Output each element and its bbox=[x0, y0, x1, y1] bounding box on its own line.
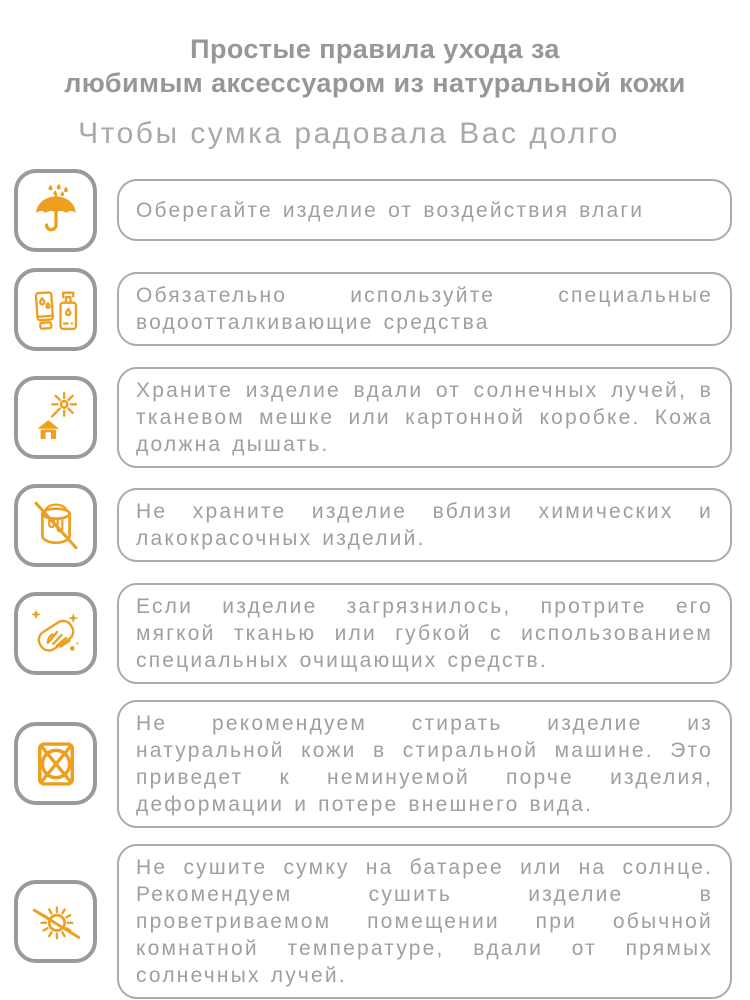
no-paint-bucket-icon bbox=[14, 484, 97, 567]
care-rule-text: Не сушите сумку на батарее или на солнце. Рекомендуем сушить изделие в проветриваемом помещении при обычной комнатной температуре, вдали от прямых солнечных лучей. bbox=[136, 855, 713, 987]
care-rule-text: Не рекомендуем стирать изделие из натуральной кожи в стиральной машине. Это приведет к неминуемой порче изделия, деформации и потере внешнего вида. bbox=[136, 711, 713, 816]
care-rule-row bbox=[14, 700, 732, 828]
cosmetic-products-icon bbox=[14, 268, 97, 351]
care-rule-text: Не храните изделие вблизи химических и лакокрасочных изделий. bbox=[136, 500, 713, 551]
no-machine-wash-icon bbox=[14, 722, 97, 805]
care-rule-text: Если изделие загрязнилось, протрите его мягкой тканью или губкой с использованием специальных очищающих средств. bbox=[136, 594, 713, 672]
care-rule-text-box bbox=[117, 367, 732, 468]
care-rules-list bbox=[14, 169, 732, 999]
care-rule-row bbox=[14, 844, 732, 999]
care-rule-text-box bbox=[117, 179, 732, 241]
care-rule-row bbox=[14, 484, 732, 567]
care-rule-row bbox=[14, 169, 732, 252]
title-line-2: любимым аксессуаром из натуральной кожи bbox=[64, 68, 686, 99]
wipe-with-cloth-icon bbox=[14, 592, 97, 675]
care-rule-text-box bbox=[117, 700, 732, 828]
care-rule-row bbox=[14, 367, 732, 468]
care-rule-text: Оберегайте изделие от воздействия влаги bbox=[136, 198, 645, 222]
care-rule-text-box bbox=[117, 844, 732, 999]
umbrella-rain-icon bbox=[14, 169, 97, 252]
page-title bbox=[20, 32, 730, 101]
page-subtitle: Чтобы сумка радовала Вас долго bbox=[78, 116, 620, 150]
care-rule-text: Храните изделие вдали от солнечных лучей, в тканевом мешке или картонной коробке. Кожа должна дышать. bbox=[136, 378, 713, 456]
care-rule-row bbox=[14, 583, 732, 684]
care-rule-text: Обязательно используйте специальные водоотталкивающие средства bbox=[136, 284, 713, 335]
care-rule-row bbox=[14, 268, 732, 351]
sun-and-house-icon bbox=[14, 376, 97, 459]
care-rule-text-box bbox=[117, 488, 732, 562]
no-sun-drying-icon bbox=[14, 880, 97, 963]
care-rule-text-box bbox=[117, 583, 732, 684]
care-rule-text-box bbox=[117, 272, 732, 346]
title-line-1: Простые правила ухода за bbox=[190, 34, 560, 64]
